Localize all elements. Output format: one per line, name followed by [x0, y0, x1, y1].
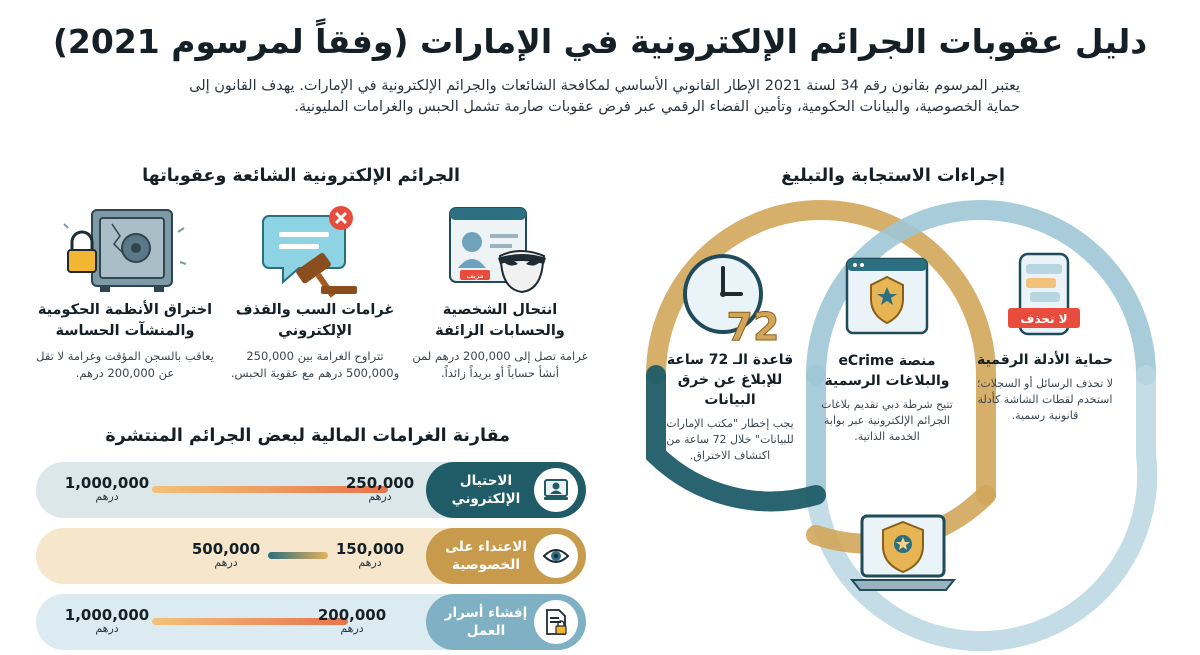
step-text: لا تحذف الرسائل أو السجلات؛ استخدم لقطات الشاشة كأدلة قانونية رسمية.	[976, 377, 1114, 422]
fines-heading: مقارنة الغرامات المالية لبعض الجرائم المنتشرة	[105, 426, 510, 446]
hacker-icon	[534, 468, 578, 512]
crime-text: يعاقب بالسجن المؤقت وغرامة لا تقل عن 200,000 درهم.	[36, 349, 214, 380]
fine-row-fraud	[36, 462, 586, 518]
police-laptop-icon	[848, 510, 958, 600]
phone-icon	[975, 250, 1115, 350]
crime-title: انتحال الشخصية والحسابات الزائفة	[435, 302, 565, 339]
hours-72-number: 72	[726, 305, 780, 349]
fine-max: 1,000,000	[64, 474, 150, 492]
currency: درهم	[95, 490, 119, 503]
crime-card-hacking	[30, 200, 220, 382]
step-title: حماية الأدلة الرقمية	[977, 352, 1113, 368]
fine-label: إفشاء أسرار العمل	[444, 605, 528, 639]
fine-row-privacy	[36, 528, 586, 584]
fine-label: الاعتداء على الخصوصية	[445, 539, 527, 573]
fine-min: 200,000	[317, 606, 387, 624]
eye-icon	[534, 534, 578, 578]
currency: درهم	[95, 622, 119, 635]
crime-title: اختراق الأنظمة الحكومية والمنشآت الحساسة	[37, 302, 213, 339]
step-72-hours	[655, 250, 805, 464]
clock-72-icon	[655, 250, 805, 350]
currency: درهم	[214, 556, 238, 569]
dont-delete-badge: لا تحذف	[1020, 312, 1068, 326]
fake-profile-mask-icon	[405, 200, 595, 300]
crime-title: غرامات السب والقذف الإلكتروني	[235, 302, 395, 339]
step-text: يجب إخطار "مكتب الإمارات للبيانات" خلال 72 ساعة من اكتشاف الاختراق.	[666, 417, 794, 462]
fine-row-secrets	[36, 594, 586, 650]
page-title: دليل عقوبات الجرائم الإلكترونية في الإمارات (وفقاً لمرسوم 2021)	[52, 22, 1148, 61]
intro-paragraph: يعتبر المرسوم بقانون رقم 34 لسنة 2021 الإطار القانوني الأساسي لمكافحة الشائعات والجرائم الإلكترونية في الإمارات. يهدف القانون إلى حماية الخصوصية، والبيانات الحكومية، وتأمين الفضاء الرقمي عبر فرض عقوبات صارمة تشمل الحبس والغرامات المليونية.	[189, 78, 1020, 115]
crime-text: تتراوح الغرامة بين 250,000 و500,000 درهم مع عقوبة الحبس.	[230, 349, 400, 380]
fine-min: 250,000	[345, 474, 415, 492]
step-text: تتيح شرطة دبي تقديم بلاغات الجرائم الإلكترونية عبر بوابة الخدمة الذاتية.	[821, 398, 953, 443]
crime-card-defamation	[220, 200, 410, 382]
currency: درهم	[340, 622, 364, 635]
crime-text: غرامة تصل إلى 200,000 درهم لمن أنشأ حساباً أو بريداً زائداً.	[412, 349, 588, 380]
process-heading: إجراءات الاستجابة والتبليغ	[781, 166, 1005, 186]
fine-label: الاحتيال الإلكتروني	[451, 473, 521, 507]
step-evidence	[975, 250, 1115, 424]
fine-max: 1,000,000	[64, 606, 150, 624]
crime-card-impersonation	[405, 200, 595, 382]
gavel-chat-icon	[220, 200, 410, 300]
locked-document-icon	[534, 600, 578, 644]
fake-badge: مزيف	[466, 272, 484, 280]
currency: درهم	[358, 556, 382, 569]
step-title: منصة eCrime والبلاغات الرسمية	[824, 353, 950, 389]
breached-safe-icon	[30, 200, 220, 300]
step-title: قاعدة الـ 72 ساعة للإبلاغ عن خرق البيانات	[666, 352, 794, 408]
fine-max: 500,000	[191, 540, 261, 558]
currency: درهم	[368, 490, 392, 503]
fine-min: 150,000	[335, 540, 405, 558]
police-badge-browser-icon	[812, 255, 962, 351]
step-ecrime	[812, 255, 962, 445]
crimes-heading: الجرائم الإلكترونية الشائعة وعقوباتها	[142, 166, 460, 186]
